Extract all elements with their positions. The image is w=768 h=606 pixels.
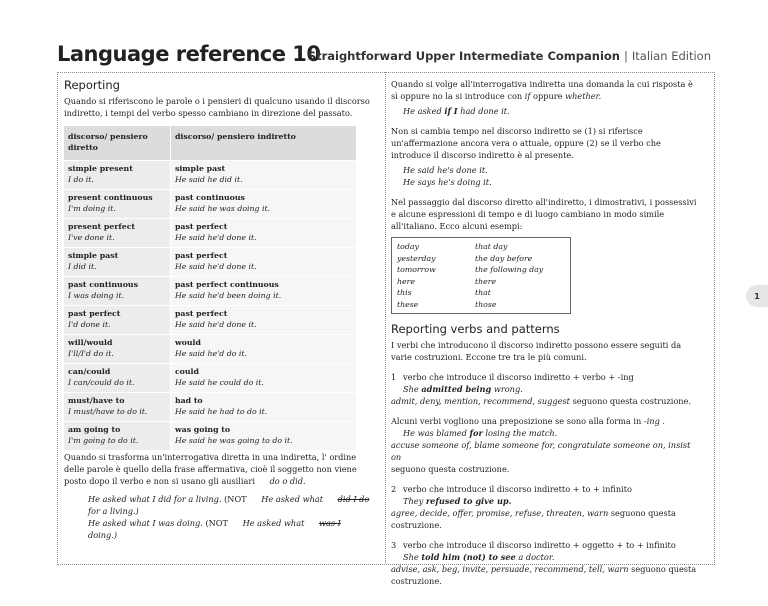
pattern-number: 2: [391, 484, 397, 494]
example-sentence: He said he had to do it.: [174, 407, 268, 416]
table-row: [64, 248, 356, 277]
tense-name: simple past: [68, 251, 119, 260]
paragraph-text: seguono questa costruzione.: [572, 396, 691, 406]
time-place-table: [391, 237, 571, 314]
example-text: He asked: [403, 106, 442, 116]
example-sentence: I was doing it.: [68, 291, 125, 300]
direct-cell: [64, 190, 170, 218]
tense-name: past continuous: [68, 280, 138, 289]
example-sentence: He said he'd done it.: [174, 320, 257, 329]
reported-cell: [170, 248, 356, 276]
paragraph-text: seguono questa costruzione.: [391, 508, 676, 530]
book-title: [308, 49, 711, 63]
tense-name: present perfect: [68, 222, 136, 231]
direct-cell: [64, 364, 170, 392]
reported-cell: [170, 364, 356, 392]
tense-name: past perfect continuous: [174, 280, 279, 289]
example-text: had done it.: [460, 106, 510, 116]
example-not: (NOT: [224, 494, 247, 504]
example-sentence: I did it.: [68, 262, 97, 271]
example-sentence: I'm going to do it.: [68, 436, 139, 445]
column-header-direct: discorso/ pensiero diretto: [64, 126, 170, 160]
example-text: She: [403, 384, 419, 394]
indirect-question-block: [64, 451, 376, 541]
tense-name: past perfect: [68, 309, 121, 318]
reported-cell: [170, 422, 356, 450]
iq-text-italic: do o did.: [269, 476, 306, 486]
table-row: [64, 190, 356, 219]
chapter-tab: 1: [746, 285, 768, 307]
paragraph-text: seguono questa costruzione.: [391, 464, 510, 474]
right-column: [391, 78, 701, 587]
struck-text: was I: [318, 518, 341, 528]
example-sentence: He said he'd done it.: [174, 233, 257, 242]
direct-word: here: [397, 276, 415, 286]
pattern-description: verbo che introduce il discorso indiretto + oggetto + to + infinito: [403, 540, 676, 550]
direct-words-column: [397, 241, 475, 310]
pattern-description: verbo che introduce il discorso indiretto + verbo + -ing: [403, 372, 634, 382]
preposition-note: [391, 415, 701, 475]
reported-cell: [170, 335, 356, 363]
example-sentence: I do it.: [68, 175, 94, 184]
tense-name: past perfect: [174, 251, 228, 260]
example-text: doing.): [88, 530, 118, 540]
reported-word: there: [475, 276, 497, 286]
example-sentence: I've done it.: [68, 233, 115, 242]
example-line: He says he's doing it.: [403, 177, 492, 187]
reported-cell: [170, 277, 356, 305]
struck-text: did I do: [337, 494, 370, 504]
table-row: [64, 277, 356, 306]
example-text: wrong.: [493, 384, 523, 394]
tense-name: am going to: [68, 425, 121, 434]
direct-word: today: [397, 242, 419, 251]
example-text: for a living.): [88, 506, 139, 516]
direct-cell: [64, 335, 170, 363]
direct-cell: [64, 248, 170, 276]
reported-word: those: [475, 299, 497, 309]
tense-name: must/have to: [68, 396, 125, 405]
direct-cell: [64, 161, 170, 189]
table-row: [64, 422, 356, 451]
reporting-verbs-intro: I verbi che introducono il discorso indiretto possono essere seguiti da varie costruzioni. Eccone tre tra le più comuni.: [391, 340, 682, 362]
paragraph-text: Quando si volge all'interrogativa indiretta una domanda la cui risposta è sì oppure no la si introduce con: [391, 79, 693, 101]
example-bold: for: [469, 428, 483, 438]
direct-cell: [64, 393, 170, 421]
example-sentence: He said he'd do it.: [174, 349, 247, 358]
example-sentence: I'll/I'd do it.: [68, 349, 114, 358]
page-title: Language reference 10: [57, 42, 321, 66]
example-text: He asked what I was doing.: [88, 518, 203, 528]
left-column: [64, 78, 374, 119]
paragraph-text: oppure: [533, 91, 563, 101]
example-bold: refused to give up.: [425, 496, 512, 506]
verb-list: agree, decide, offer, promise, refuse, threaten, warn: [391, 508, 609, 518]
tense-name: past perfect: [174, 222, 228, 231]
reported-cell: [170, 306, 356, 334]
direct-cell: [64, 422, 170, 450]
example-text: losing the match.: [485, 428, 558, 438]
tense-name: simple present: [68, 164, 133, 173]
reported-cell: [170, 393, 356, 421]
example-sentence: He said he was going to do it.: [174, 436, 293, 445]
section-heading-reporting: Reporting: [64, 78, 120, 92]
reported-word: the following day: [475, 265, 544, 274]
table-row: [64, 219, 356, 248]
reported-cell: [170, 161, 356, 189]
reported-word: that: [475, 288, 491, 297]
keyword: whether.: [565, 91, 602, 101]
example-text: He asked what: [242, 518, 305, 528]
tense-name: was going to: [174, 425, 231, 434]
paragraph-text: Alcuni verbi vogliono una preposizione se sono alla forma in: [391, 416, 642, 426]
demonstratives-paragraph: Nel passaggio dal discorso diretto all'indiretto, i dimostrativi, i possessivi e alcune espressioni di tempo e di luogo cambiano in modo simile all'italiano. Ecco alcuni esempi:: [391, 197, 697, 231]
direct-cell: [64, 277, 170, 305]
table-row: [64, 161, 356, 190]
table-row: [64, 335, 356, 364]
column-divider: [385, 72, 386, 563]
verb-list: advise, ask, beg, invite, persuade, recommend, tell, warn: [391, 564, 629, 574]
edition-label: Italian Edition: [631, 49, 711, 63]
example-bold: if I: [444, 106, 458, 116]
example-sentence: He said he'd done it.: [174, 262, 257, 271]
table-row: [64, 364, 356, 393]
example-line: He said he's done it.: [403, 165, 488, 175]
example-sentence: He said he did it.: [174, 175, 243, 184]
title-separator: |: [624, 49, 628, 63]
reported-cell: [170, 219, 356, 247]
example-text: a doctor.: [518, 552, 555, 562]
table-row: [64, 393, 356, 422]
book-name: Straightforward Upper Intermediate Companion: [307, 49, 620, 63]
pattern-2: [391, 483, 701, 531]
pattern-description: verbo che introduce il discorso indiretto + to + infinito: [403, 484, 632, 494]
iq-text: Quando si trasforma un'interrogativa diretta in una indiretta, l' ordine delle parole è quello della frase affermativa, cioè il soggetto non viene posto dopo il verbo e non si usano gli ausiliari: [64, 452, 357, 486]
tense-name: can/could: [68, 367, 111, 376]
tense-name: could: [174, 367, 199, 376]
verb-list: accuse someone of, blame someone for, congratulate someone on, insist on: [391, 440, 691, 462]
verb-list: admit, deny, mention, recommend, suggest: [391, 396, 570, 406]
example-text: She: [403, 552, 419, 562]
example-text: He asked what: [261, 494, 324, 504]
example-line: [76, 493, 376, 517]
example-text: He asked what I did for a living.: [88, 494, 222, 504]
reported-cell: [170, 190, 356, 218]
example-text: They: [403, 496, 424, 506]
keyword: if: [524, 91, 531, 101]
example-sentence: He said he was doing it.: [174, 204, 271, 213]
tense-name: would: [174, 338, 201, 347]
tense-name: past perfect: [174, 309, 228, 318]
example-text: He was blamed: [403, 428, 467, 438]
example-sentence: I must/have to do it.: [68, 407, 148, 416]
example-sentence: I'm doing it.: [68, 204, 116, 213]
example-sentence: I'd done it.: [68, 320, 111, 329]
tense-name: past continuous: [174, 193, 245, 202]
example-line: [403, 105, 701, 117]
direct-word: tomorrow: [397, 265, 436, 274]
example-sentence: He said he could do it.: [174, 378, 264, 387]
example-bold: told him (not) to see: [421, 552, 516, 562]
table-header-row: [64, 126, 356, 161]
table-row: [64, 306, 356, 335]
reported-words-column: [475, 241, 543, 310]
tense-name: simple past: [174, 164, 226, 173]
reported-word: that day: [475, 242, 508, 251]
example-not: (NOT: [205, 518, 228, 528]
pattern-1: [391, 371, 701, 407]
example-bold: admitted being: [421, 384, 492, 394]
direct-word: yesterday: [397, 253, 436, 263]
intro-paragraph: Quando si riferiscono le parole o i pensieri di qualcuno usando il discorso indiretto, i tempi del verbo spesso cambiano in direzione del passato.: [64, 96, 370, 118]
pattern-number: 3: [391, 540, 397, 550]
direct-cell: [64, 306, 170, 334]
no-tense-change-paragraph: Non si cambia tempo nel discorso indiretto se (1) si riferisce un'affermazione ancora vera o attuale, oppure (2) se il verbo che introduce il discorso indiretto è al presente.: [391, 126, 661, 160]
tense-table: [64, 126, 356, 451]
direct-word: this: [397, 288, 412, 297]
example-line: [76, 517, 376, 541]
tense-name: will/would: [68, 338, 113, 347]
direct-word: these: [397, 299, 419, 309]
pattern-3: [391, 539, 701, 587]
section-heading-reporting-verbs: Reporting verbs and patterns: [391, 322, 560, 336]
paragraph-text: seguono questa costruzione.: [391, 564, 697, 586]
yes-no-question-paragraph: [391, 78, 701, 102]
reported-word: the day before: [475, 253, 533, 263]
example-sentence: I can/could do it.: [68, 378, 135, 387]
tense-name: present continuous: [68, 193, 153, 202]
example-sentence: He said he'd been doing it.: [174, 291, 282, 300]
tense-name: had to: [174, 396, 203, 405]
column-header-reported: discorso/ pensiero indiretto: [170, 126, 356, 160]
keyword: -ing .: [643, 416, 666, 426]
pattern-number: 1: [391, 372, 397, 382]
indirect-question-paragraph: [64, 451, 376, 487]
direct-cell: [64, 219, 170, 247]
